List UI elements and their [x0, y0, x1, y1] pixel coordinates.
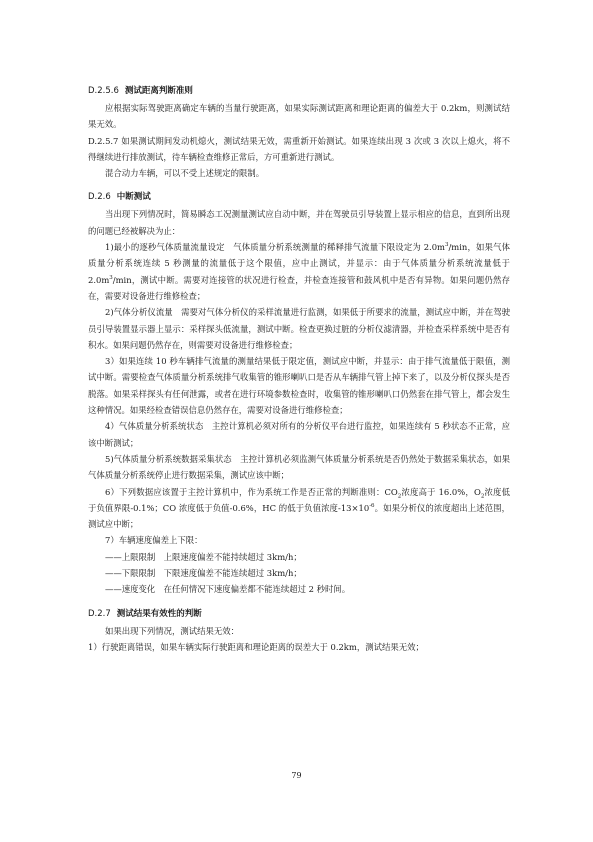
paragraph-intro: 如果出现下列情况，测试结果无效：	[105, 625, 239, 636]
section-title: 中断测试	[116, 192, 151, 203]
paragraph: 混合动力车辆，可以不受上述规定的限制。	[105, 168, 265, 179]
list-item-1: 1）行驶距离错误，如果车辆实际行驶距离和理论距离的误差大于 0.2km，测试结果无效；	[88, 641, 424, 652]
dash-item-lower-limit: ——下限限制 下限速度偏差不能连续超过 3km/h；	[105, 568, 302, 579]
paragraph: 应根据实际驾驶距离确定车辆的当量行驶距离，如果实际测试距离和理论距离的偏差大于 0.2km，则测试结果无效。	[88, 103, 510, 130]
paragraph-d257: D.2.5.7 如果测试期间发动机熄火，测试结果无效，需重新开始测试。如果连续出现 3 次或 3 次以上熄火，将不得继续进行排放测试，待车辆检查维修正常后，方可重新进行测试。	[88, 135, 510, 162]
list-item-2: 2)气体分析仪流量 需要对气体分析仪的采样流量进行监测，如果低于所要求的流量，测试应中断，并在驾驶员引导装置显示器上显示：采样探头低流量，测试中断。检查更换过脏的分析仪滤清器，并检查采样系统中是否有积水。如果问题仍然存在，则需要对设备进行维修检查；	[88, 307, 510, 350]
section-heading-d27	[88, 608, 510, 621]
section-heading-d26	[88, 191, 510, 204]
section-heading-d256	[88, 85, 510, 98]
page-number: 79	[291, 771, 302, 780]
list-item-3: 3）如果连续 10 秒车辆排气流量的测量结果低于限定值，测试应中断，并显示：由于排气流量低于限值，测试中断。需要检查气体质量分析系统排气收集管的锥形喇叭口是否从车辆排气管上掉下来了，以及分析仪探头是否脱落。如果采样探头有任何泄露，或者在进行环境参数检查时，收集管的锥形喇叭口仍然套在排气管上，都会发生这种情况。如果经检查错误信息仍然存在，需要对设备进行维修检查；	[88, 356, 510, 416]
section-number: D.2.6	[88, 192, 111, 203]
dash-item-speed-change: ——速度变化 在任何情况下速度偏差都不能连续超过 2 秒时间。	[105, 584, 351, 595]
section-number: D.2.5.6	[88, 86, 119, 96]
list-item-4: 4）气体质量分析系统状态 主控计算机必须对所有的分析仪平台进行监控，如果连续有 5 秒状态不正常，应该中断测试；	[88, 421, 510, 448]
section-number: D.2.7	[88, 608, 111, 619]
list-item-7: 7）车辆速度偏差上下限：	[105, 535, 203, 546]
list-item-6: 6）下列数据应该置于主控计算机中，作为系统工作是否正常的判断准则：$CO_2$浓度高于 16.0%，$O_2$浓度低于负值界限-0.1%；CO 浓度低于负值-0.6%，HC 的低于负值浓度$-13\times 10^{-6}$。如果分析仪的浓度超出上述范围，测试应中断；	[88, 486, 510, 530]
section-title: 测试距离判断准则	[124, 86, 193, 96]
dash-item-upper-limit: ——上限限制 上限速度偏差不能持续超过 3km/h；	[105, 551, 302, 562]
paragraph-intro: 当出现下列情况时，简易瞬态工况测量测试应自动中断，并在驾驶员引导装置上显示相应的信息，直到所出现的问题已经被解决为止：	[88, 209, 510, 236]
list-item-5: 5)气体质量分析系统数据采集状态 主控计算机必须监测气体质量分析系统是否仍然处于数据采集状态，如果气体质量分析系统停止进行数据采集，测试应该中断；	[88, 453, 510, 481]
page-content	[88, 85, 510, 655]
list-item-1: 1)最小的逐秒气体质量流量设定 气体质量分析系统测量的稀释排气流量下限设定为 $2.0m^3/\min$，如果气体质量分析系统连续 5 秒测量的流量低于这个限值，应中止测试，并显示：由于气体质量分析系统流量低于 $2.0m^3/\min$，测试中断。需要对连接管的状况进行检查，并检查连接管和鼓风机中是否有异物。如果问题仍然存在，需要对设备进行维修检查；	[88, 242, 510, 301]
section-title: 测试结果有效性的判断	[116, 608, 202, 619]
